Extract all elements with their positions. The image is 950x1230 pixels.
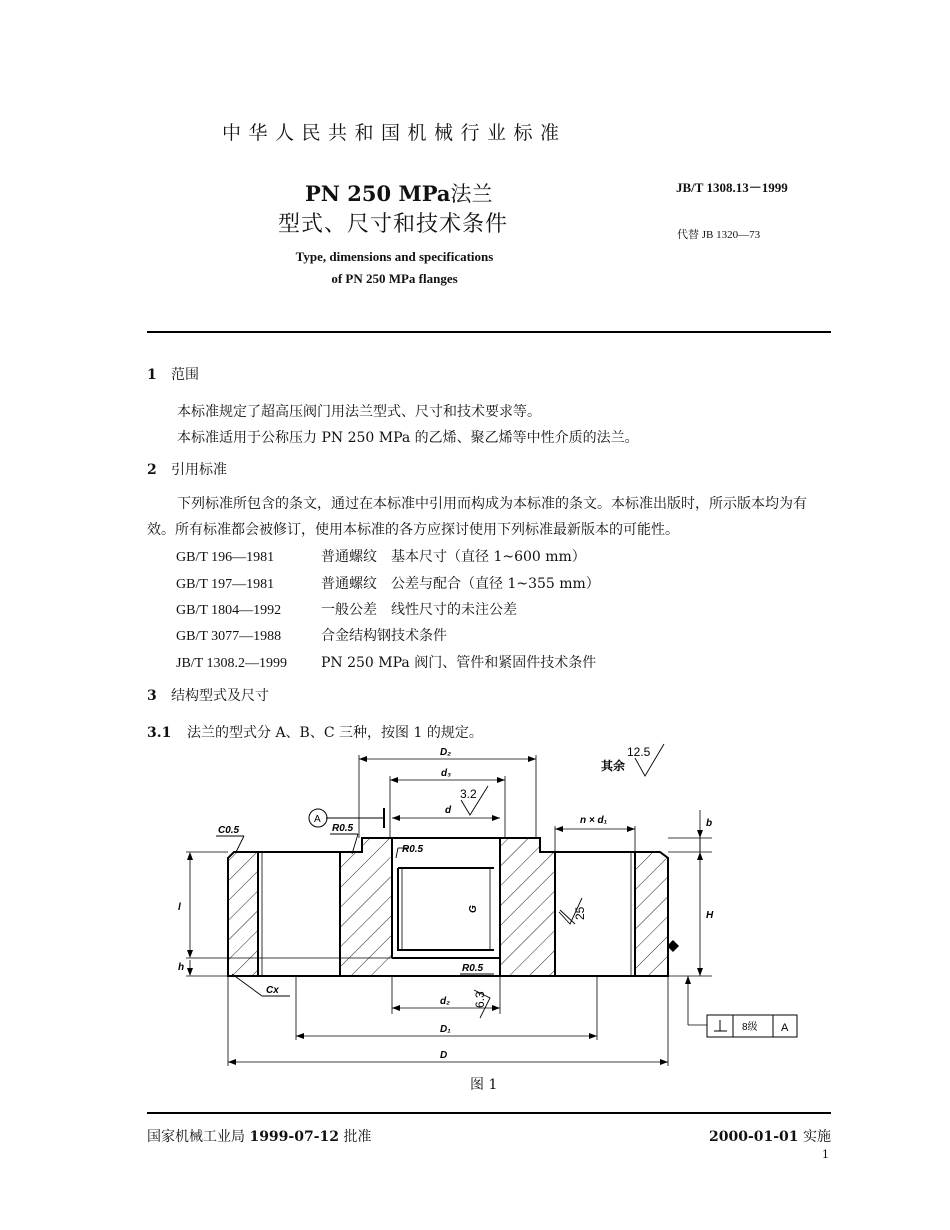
label-n-x-d1: n × d₁ [580,815,608,826]
header-rule [147,331,831,333]
section-1-paragraph-1: 本标准规定了超高压阀门用法兰型式、尺寸和技术要求等。 [177,404,541,420]
label-D2: D₂ [440,747,452,758]
label-roughness-3-2: 3.2 [460,787,477,801]
reference-title: 普通螺纹 基本尺寸（直径 1~600 mm） [321,549,586,565]
title-cn-part: 法兰 [450,182,493,206]
label-b: b [706,818,713,829]
label-r05-bottom: R0.5 [462,963,484,974]
label-l: l [178,902,181,913]
english-title-line-1: Type, dimensions and specifications [295,249,494,264]
section-number: 1 [147,367,157,383]
flange-drawing [175,738,815,1070]
approval-suffix: 批准 [339,1129,372,1145]
section-hatching [228,838,668,976]
section-title: 引用标准 [171,462,227,478]
section-3-heading [147,685,269,705]
label-roughness-25: 25 [573,906,587,920]
implementation-suffix: 实施 [798,1129,831,1145]
title-line-2: 型式、尺寸和技术条件 [278,212,509,237]
section-number: 2 [147,462,157,478]
label-tolerance-datum: A [781,1022,789,1034]
footer-rule [147,1112,831,1114]
reference-code: GB/T 197—1981 [176,577,275,592]
section-1-heading [147,364,199,384]
approval-line [147,1126,371,1146]
approval-date: 1999-07-12 [249,1129,340,1145]
section-1-paragraph-2: 本标准适用于公称压力 PN 250 MPa 的乙烯、聚乙烯等中性介质的法兰。 [177,430,639,446]
label-tolerance-grade: 8级 [742,1022,758,1033]
label-d2: d₂ [440,996,450,1007]
label-d3: d₃ [441,768,451,779]
section-number: 3 [147,688,157,704]
label-c05: C0.5 [218,825,240,836]
section-2-heading [147,459,227,479]
figure-caption: 图 1 [470,1077,498,1093]
approver: 国家机械工业局 [147,1129,250,1145]
arrowheads [187,756,703,1065]
section-title: 范围 [171,367,199,383]
dimension-lines [186,755,712,1066]
implementation-line [690,1126,831,1146]
label-datum-a: A [314,814,321,825]
page-number: 1 [822,1148,829,1161]
reference-title: 一般公差 线性尺寸的未注公差 [321,602,517,618]
flange-outline [228,838,668,976]
label-D: D [440,1050,448,1061]
label-H: H [706,910,714,921]
reference-title: 普通螺纹 公差与配合（直径 1~355 mm） [321,576,600,592]
label-cx: Cx [266,985,279,996]
issuing-agency: 中华人民共和国机械行业标准 [222,122,567,144]
label-remaining: 其余 [601,759,626,773]
reference-title: PN 250 MPa 阀门、管件和紧固件技术条件 [321,655,597,671]
reference-item [176,652,596,672]
reference-code: JB/T 1308.2—1999 [176,656,287,671]
label-D1: D₁ [440,1024,451,1035]
label-roughness-6-3: 6.3 [473,991,487,1008]
reference-item [176,625,447,645]
section-text: 法兰的型式分 A、B、C 三种，按图 1 的规定。 [187,725,483,741]
label-h: h [178,962,185,973]
replaces-note: 代替 JB 1320—73 [677,229,761,241]
reference-title: 合金结构钢技术条件 [321,628,447,644]
label-d: d [445,805,452,816]
reference-item [176,573,600,593]
label-g: G [468,905,479,913]
section-number: 3.1 [147,725,172,741]
reference-code: GB/T 1804—1992 [176,603,282,618]
label-r05-top: R0.5 [332,823,354,834]
section-2-paragraph: 下列标准所包含的条文，通过在本标准中引用而构成为本标准的条文。本标准出版时，所示版本均为有效。所有标准都会被修订，使用本标准的各方应探讨使用下列标准最新版本的可能性。 [147,496,807,538]
title-en-part: PN 250 MPa [305,181,451,206]
label-r05-inner: R0.5 [402,844,424,855]
implementation-date: 2000-01-01 [708,1129,799,1145]
title-line-1 [305,178,493,208]
reference-code: GB/T 3077—1988 [176,629,282,644]
english-title-line-2: of PN 250 MPa flanges [331,271,458,286]
standard-number: JB/T 1308.13－1999 [676,180,788,195]
reference-code: GB/T 196—1981 [176,550,275,565]
section-title: 结构型式及尺寸 [171,688,269,704]
reference-item [176,546,586,566]
reference-item [176,599,517,619]
label-roughness-12-5: 12.5 [627,745,651,759]
